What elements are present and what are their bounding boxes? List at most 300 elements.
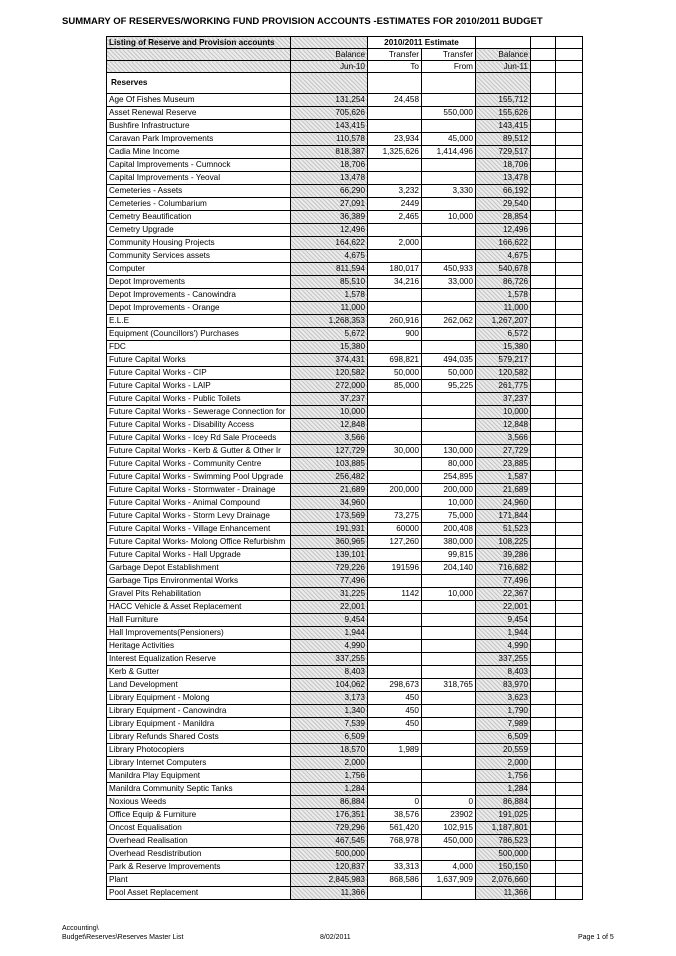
- row-transfer-to: [368, 341, 422, 354]
- row-extra-1: [531, 640, 556, 653]
- table-row: [107, 341, 583, 354]
- row-balance-jun10: 139,101: [291, 549, 368, 562]
- row-extra-2: [556, 471, 583, 484]
- row-balance-jun10: 705,626: [291, 107, 368, 120]
- row-extra-2: [556, 315, 583, 328]
- row-balance-jun11: 18,706: [476, 159, 531, 172]
- row-extra-2: [556, 276, 583, 289]
- row-transfer-from: 75,000: [422, 510, 476, 523]
- row-extra-2: [556, 601, 583, 614]
- row-transfer-from: [422, 705, 476, 718]
- row-name: Equipment (Councillors') Purchases: [107, 328, 291, 341]
- row-balance-jun10: 120,837: [291, 861, 368, 874]
- table-row: [107, 315, 583, 328]
- row-extra-2: [556, 172, 583, 185]
- row-name: Cemetry Upgrade: [107, 224, 291, 237]
- header-listing: Listing of Reserve and Provision accounts: [107, 37, 291, 49]
- row-balance-jun11: 21,689: [476, 484, 531, 497]
- row-extra-1: [531, 666, 556, 679]
- table-row: [107, 679, 583, 692]
- row-name: Hall Improvements(Pensioners): [107, 627, 291, 640]
- row-balance-jun11: 1,944: [476, 627, 531, 640]
- row-balance-jun10: 66,290: [291, 185, 368, 198]
- table-row: [107, 549, 583, 562]
- row-name: Future Capital Works - Hall Upgrade: [107, 549, 291, 562]
- row-balance-jun10: 18,706: [291, 159, 368, 172]
- table-row: [107, 224, 583, 237]
- row-balance-jun10: 500,000: [291, 848, 368, 861]
- table-row: [107, 523, 583, 536]
- table-row: [107, 146, 583, 159]
- table-row: [107, 653, 583, 666]
- row-transfer-from: [422, 757, 476, 770]
- row-balance-jun10: 10,000: [291, 406, 368, 419]
- row-balance-jun11: 11,000: [476, 302, 531, 315]
- row-balance-jun11: 4,675: [476, 250, 531, 263]
- row-balance-jun10: 374,431: [291, 354, 368, 367]
- row-extra-2: [556, 861, 583, 874]
- row-name: Cemetry Beautification: [107, 211, 291, 224]
- row-extra-1: [531, 393, 556, 406]
- table-row: [107, 484, 583, 497]
- row-extra-2: [556, 289, 583, 302]
- row-extra-2: [556, 133, 583, 146]
- table-row: [107, 393, 583, 406]
- row-balance-jun11: 3,566: [476, 432, 531, 445]
- row-transfer-from: 10,000: [422, 588, 476, 601]
- row-transfer-to: [368, 406, 422, 419]
- table-header-row-2: [107, 49, 583, 61]
- table-row: [107, 302, 583, 315]
- row-extra-2: [556, 458, 583, 471]
- header-balance-jun11-bottom: Jun-11: [476, 61, 531, 73]
- row-name: Depot Improvements - Orange: [107, 302, 291, 315]
- row-balance-jun11: 27,729: [476, 445, 531, 458]
- row-transfer-to: [368, 757, 422, 770]
- row-extra-2: [556, 237, 583, 250]
- table-row: [107, 588, 583, 601]
- row-transfer-to: [368, 250, 422, 263]
- row-extra-2: [556, 848, 583, 861]
- row-extra-2: [556, 666, 583, 679]
- row-extra-1: [531, 653, 556, 666]
- row-extra-1: [531, 354, 556, 367]
- row-balance-jun10: 11,366: [291, 887, 368, 900]
- row-transfer-to: [368, 640, 422, 653]
- table-row: [107, 718, 583, 731]
- row-name: Future Capital Works - LAIP: [107, 380, 291, 393]
- row-balance-jun11: 66,192: [476, 185, 531, 198]
- row-extra-1: [531, 263, 556, 276]
- row-transfer-to: 298,673: [368, 679, 422, 692]
- row-extra-2: [556, 679, 583, 692]
- row-balance-jun11: 20,559: [476, 744, 531, 757]
- table-row: [107, 497, 583, 510]
- table-row: [107, 367, 583, 380]
- row-extra-1: [531, 276, 556, 289]
- row-name: Library Equipment - Manildra: [107, 718, 291, 731]
- row-transfer-to: 2,465: [368, 211, 422, 224]
- row-transfer-to: 38,576: [368, 809, 422, 822]
- row-transfer-from: 33,000: [422, 276, 476, 289]
- row-extra-1: [531, 237, 556, 250]
- row-extra-1: [531, 380, 556, 393]
- header-transfer-from-bottom: From: [422, 61, 476, 73]
- row-balance-jun11: 28,854: [476, 211, 531, 224]
- row-balance-jun11: 86,884: [476, 796, 531, 809]
- row-extra-2: [556, 627, 583, 640]
- row-name: Garbage Tips Environmental Works: [107, 575, 291, 588]
- row-name: Future Capital Works - Public Toilets: [107, 393, 291, 406]
- row-extra-1: [531, 94, 556, 107]
- row-balance-jun11: 540,678: [476, 263, 531, 276]
- row-extra-2: [556, 393, 583, 406]
- row-balance-jun11: 1,284: [476, 783, 531, 796]
- row-transfer-from: 10,000: [422, 497, 476, 510]
- row-name: Future Capital Works- Molong Office Refurbishm: [107, 536, 291, 549]
- row-balance-jun10: 120,582: [291, 367, 368, 380]
- table-row: [107, 692, 583, 705]
- row-extra-1: [531, 250, 556, 263]
- row-transfer-from: 3,330: [422, 185, 476, 198]
- row-balance-jun11: 337,255: [476, 653, 531, 666]
- table-header-row-1: [107, 37, 583, 49]
- row-name: Garbage Depot Establishment: [107, 562, 291, 575]
- row-balance-jun11: 6,509: [476, 731, 531, 744]
- row-extra-1: [531, 107, 556, 120]
- row-transfer-to: [368, 289, 422, 302]
- table-row: [107, 198, 583, 211]
- row-balance-jun11: 23,885: [476, 458, 531, 471]
- row-name: Capital Improvements - Cumnock: [107, 159, 291, 172]
- row-balance-jun11: 51,523: [476, 523, 531, 536]
- row-extra-1: [531, 458, 556, 471]
- row-name: Gravel Pits Rehabilitation: [107, 588, 291, 601]
- row-extra-1: [531, 679, 556, 692]
- row-balance-jun11: 11,366: [476, 887, 531, 900]
- row-name: Cadia Mine Income: [107, 146, 291, 159]
- row-transfer-to: 260,916: [368, 315, 422, 328]
- row-transfer-to: 450: [368, 692, 422, 705]
- table-row: [107, 133, 583, 146]
- row-extra-2: [556, 809, 583, 822]
- row-extra-1: [531, 315, 556, 328]
- row-balance-jun11: 83,970: [476, 679, 531, 692]
- row-transfer-from: 45,000: [422, 133, 476, 146]
- row-name: Library Equipment - Molong: [107, 692, 291, 705]
- row-transfer-from: [422, 731, 476, 744]
- row-balance-jun10: 15,380: [291, 341, 368, 354]
- row-transfer-from: [422, 887, 476, 900]
- table-row: [107, 510, 583, 523]
- table-row: [107, 744, 583, 757]
- table-row: [107, 250, 583, 263]
- row-balance-jun10: 818,387: [291, 146, 368, 159]
- row-transfer-from: [422, 406, 476, 419]
- row-extra-2: [556, 367, 583, 380]
- row-balance-jun10: 1,756: [291, 770, 368, 783]
- row-extra-1: [531, 835, 556, 848]
- row-transfer-from: 262,062: [422, 315, 476, 328]
- row-transfer-to: 450: [368, 718, 422, 731]
- table-row: [107, 211, 583, 224]
- row-transfer-to: 33,313: [368, 861, 422, 874]
- header-transfer-to-bottom: To: [368, 61, 422, 73]
- row-transfer-to: 50,000: [368, 367, 422, 380]
- row-extra-2: [556, 120, 583, 133]
- row-transfer-from: [422, 198, 476, 211]
- table-row: [107, 159, 583, 172]
- row-balance-jun10: 811,594: [291, 263, 368, 276]
- row-extra-1: [531, 198, 556, 211]
- row-balance-jun11: 4,990: [476, 640, 531, 653]
- row-transfer-from: [422, 159, 476, 172]
- reserves-table: [106, 36, 583, 900]
- row-extra-1: [531, 159, 556, 172]
- row-transfer-from: 0: [422, 796, 476, 809]
- row-balance-jun11: 89,512: [476, 133, 531, 146]
- row-name: Library Equipment - Canowindra: [107, 705, 291, 718]
- table-row: [107, 640, 583, 653]
- row-extra-1: [531, 289, 556, 302]
- row-transfer-to: 698,821: [368, 354, 422, 367]
- row-extra-1: [531, 328, 556, 341]
- row-extra-2: [556, 783, 583, 796]
- row-transfer-to: [368, 458, 422, 471]
- row-name: Future Capital Works - Village Enhancement: [107, 523, 291, 536]
- table-row: [107, 848, 583, 861]
- row-transfer-to: 450: [368, 705, 422, 718]
- row-transfer-from: [422, 172, 476, 185]
- row-extra-2: [556, 328, 583, 341]
- row-transfer-from: [422, 302, 476, 315]
- row-balance-jun11: 3,623: [476, 692, 531, 705]
- row-name: Library Internet Computers: [107, 757, 291, 770]
- row-balance-jun10: 467,545: [291, 835, 368, 848]
- row-extra-2: [556, 341, 583, 354]
- row-transfer-from: 1,414,496: [422, 146, 476, 159]
- row-balance-jun11: 786,523: [476, 835, 531, 848]
- row-balance-jun10: 1,340: [291, 705, 368, 718]
- row-balance-jun11: 37,237: [476, 393, 531, 406]
- row-balance-jun10: 8,403: [291, 666, 368, 679]
- row-balance-jun10: 103,885: [291, 458, 368, 471]
- row-transfer-to: [368, 224, 422, 237]
- row-transfer-to: 3,232: [368, 185, 422, 198]
- row-transfer-from: 200,000: [422, 484, 476, 497]
- row-extra-2: [556, 250, 583, 263]
- row-name: E.L.E: [107, 315, 291, 328]
- row-extra-1: [531, 874, 556, 887]
- row-extra-1: [531, 224, 556, 237]
- row-extra-2: [556, 224, 583, 237]
- table-row: [107, 406, 583, 419]
- row-transfer-from: 550,000: [422, 107, 476, 120]
- row-extra-1: [531, 809, 556, 822]
- row-extra-1: [531, 783, 556, 796]
- row-transfer-from: 380,000: [422, 536, 476, 549]
- row-name: Age Of Fishes Museum: [107, 94, 291, 107]
- row-name: Manildra Community Septic Tanks: [107, 783, 291, 796]
- row-name: Future Capital Works - Sewerage Connection for: [107, 406, 291, 419]
- row-transfer-to: [368, 653, 422, 666]
- row-extra-1: [531, 718, 556, 731]
- table-row: [107, 666, 583, 679]
- row-transfer-from: [422, 744, 476, 757]
- row-extra-1: [531, 887, 556, 900]
- row-balance-jun10: 13,478: [291, 172, 368, 185]
- row-transfer-from: [422, 289, 476, 302]
- row-transfer-from: [422, 770, 476, 783]
- row-balance-jun11: 579,217: [476, 354, 531, 367]
- row-balance-jun11: 1,187,801: [476, 822, 531, 835]
- row-transfer-to: [368, 549, 422, 562]
- row-balance-jun10: 36,389: [291, 211, 368, 224]
- row-balance-jun10: 9,454: [291, 614, 368, 627]
- row-transfer-to: 200,000: [368, 484, 422, 497]
- table-row: [107, 380, 583, 393]
- row-transfer-to: [368, 120, 422, 133]
- row-extra-2: [556, 107, 583, 120]
- row-balance-jun10: 191,931: [291, 523, 368, 536]
- row-name: Depot Improvements: [107, 276, 291, 289]
- table-row: [107, 237, 583, 250]
- row-name: Overhead Realisation: [107, 835, 291, 848]
- row-extra-1: [531, 406, 556, 419]
- table-row: [107, 757, 583, 770]
- row-extra-1: [531, 822, 556, 835]
- row-balance-jun11: 261,775: [476, 380, 531, 393]
- row-transfer-from: [422, 237, 476, 250]
- header-balance-jun10-bottom: Jun-10: [291, 61, 368, 73]
- row-name: Future Capital Works - Community Centre: [107, 458, 291, 471]
- row-name: Future Capital Works - Kerb & Gutter & Other Ir: [107, 445, 291, 458]
- row-extra-2: [556, 692, 583, 705]
- row-transfer-from: 10,000: [422, 211, 476, 224]
- row-extra-1: [531, 614, 556, 627]
- row-name: Hall Furniture: [107, 614, 291, 627]
- row-balance-jun11: 12,496: [476, 224, 531, 237]
- row-transfer-from: 254,895: [422, 471, 476, 484]
- row-balance-jun11: 729,517: [476, 146, 531, 159]
- row-balance-jun11: 22,367: [476, 588, 531, 601]
- row-extra-2: [556, 94, 583, 107]
- row-extra-1: [531, 484, 556, 497]
- row-balance-jun11: 39,286: [476, 549, 531, 562]
- row-transfer-from: 102,915: [422, 822, 476, 835]
- table-row: [107, 328, 583, 341]
- row-name: Oncost Equalisation: [107, 822, 291, 835]
- table-row: [107, 172, 583, 185]
- row-transfer-to: [368, 419, 422, 432]
- row-extra-2: [556, 302, 583, 315]
- row-transfer-to: 2,000: [368, 237, 422, 250]
- row-balance-jun11: 86,726: [476, 276, 531, 289]
- row-extra-1: [531, 731, 556, 744]
- row-transfer-from: 200,408: [422, 523, 476, 536]
- row-transfer-to: [368, 107, 422, 120]
- row-transfer-from: 130,000: [422, 445, 476, 458]
- row-transfer-from: [422, 640, 476, 653]
- row-balance-jun11: 171,844: [476, 510, 531, 523]
- row-extra-1: [531, 588, 556, 601]
- row-transfer-to: 1,325,626: [368, 146, 422, 159]
- row-name: Future Capital Works - CIP: [107, 367, 291, 380]
- table-row: [107, 185, 583, 198]
- row-name: Depot Improvements - Canowindra: [107, 289, 291, 302]
- header-transfer-from-top: Transfer: [422, 49, 476, 61]
- section-label: Reserves: [107, 73, 291, 94]
- row-transfer-from: 494,035: [422, 354, 476, 367]
- row-extra-2: [556, 406, 583, 419]
- row-transfer-to: [368, 497, 422, 510]
- row-name: Library Photocopiers: [107, 744, 291, 757]
- row-extra-2: [556, 653, 583, 666]
- table-row: [107, 575, 583, 588]
- row-balance-jun10: 337,255: [291, 653, 368, 666]
- row-transfer-from: 450,000: [422, 835, 476, 848]
- header-estimate: 2010/2011 Estimate: [368, 37, 476, 49]
- row-transfer-to: 30,000: [368, 445, 422, 458]
- row-extra-2: [556, 380, 583, 393]
- row-extra-2: [556, 822, 583, 835]
- row-extra-2: [556, 562, 583, 575]
- row-extra-1: [531, 419, 556, 432]
- row-name: HACC Vehicle & Asset Replacement: [107, 601, 291, 614]
- row-transfer-from: [422, 627, 476, 640]
- table-row: [107, 120, 583, 133]
- row-balance-jun10: 256,482: [291, 471, 368, 484]
- row-balance-jun10: 22,001: [291, 601, 368, 614]
- row-balance-jun10: 31,225: [291, 588, 368, 601]
- row-name: Cemeteries - Assets: [107, 185, 291, 198]
- row-transfer-from: [422, 432, 476, 445]
- row-balance-jun11: 143,415: [476, 120, 531, 133]
- table-row: [107, 887, 583, 900]
- row-extra-2: [556, 549, 583, 562]
- row-name: Overhead Resdistribution: [107, 848, 291, 861]
- row-name: Community Housing Projects: [107, 237, 291, 250]
- row-extra-2: [556, 744, 583, 757]
- row-balance-jun10: 2,845,983: [291, 874, 368, 887]
- table-row: [107, 289, 583, 302]
- row-transfer-from: 23902: [422, 809, 476, 822]
- row-transfer-to: 868,586: [368, 874, 422, 887]
- row-balance-jun11: 150,150: [476, 861, 531, 874]
- row-balance-jun11: 1,756: [476, 770, 531, 783]
- row-name: Interest Equalization Reserve: [107, 653, 291, 666]
- row-extra-1: [531, 601, 556, 614]
- row-extra-2: [556, 796, 583, 809]
- row-transfer-to: 85,000: [368, 380, 422, 393]
- row-transfer-to: 180,017: [368, 263, 422, 276]
- header-transfer-to-top: Transfer: [368, 49, 422, 61]
- row-balance-jun11: 8,403: [476, 666, 531, 679]
- row-name: Future Capital Works - Stormwater - Drainage: [107, 484, 291, 497]
- row-transfer-from: [422, 614, 476, 627]
- row-extra-2: [556, 757, 583, 770]
- row-balance-jun11: 6,572: [476, 328, 531, 341]
- row-transfer-from: [422, 341, 476, 354]
- row-transfer-from: [422, 328, 476, 341]
- row-name: Caravan Park Improvements: [107, 133, 291, 146]
- row-transfer-to: [368, 575, 422, 588]
- row-extra-2: [556, 419, 583, 432]
- row-extra-1: [531, 172, 556, 185]
- row-transfer-to: [368, 601, 422, 614]
- row-extra-1: [531, 692, 556, 705]
- row-balance-jun10: 12,496: [291, 224, 368, 237]
